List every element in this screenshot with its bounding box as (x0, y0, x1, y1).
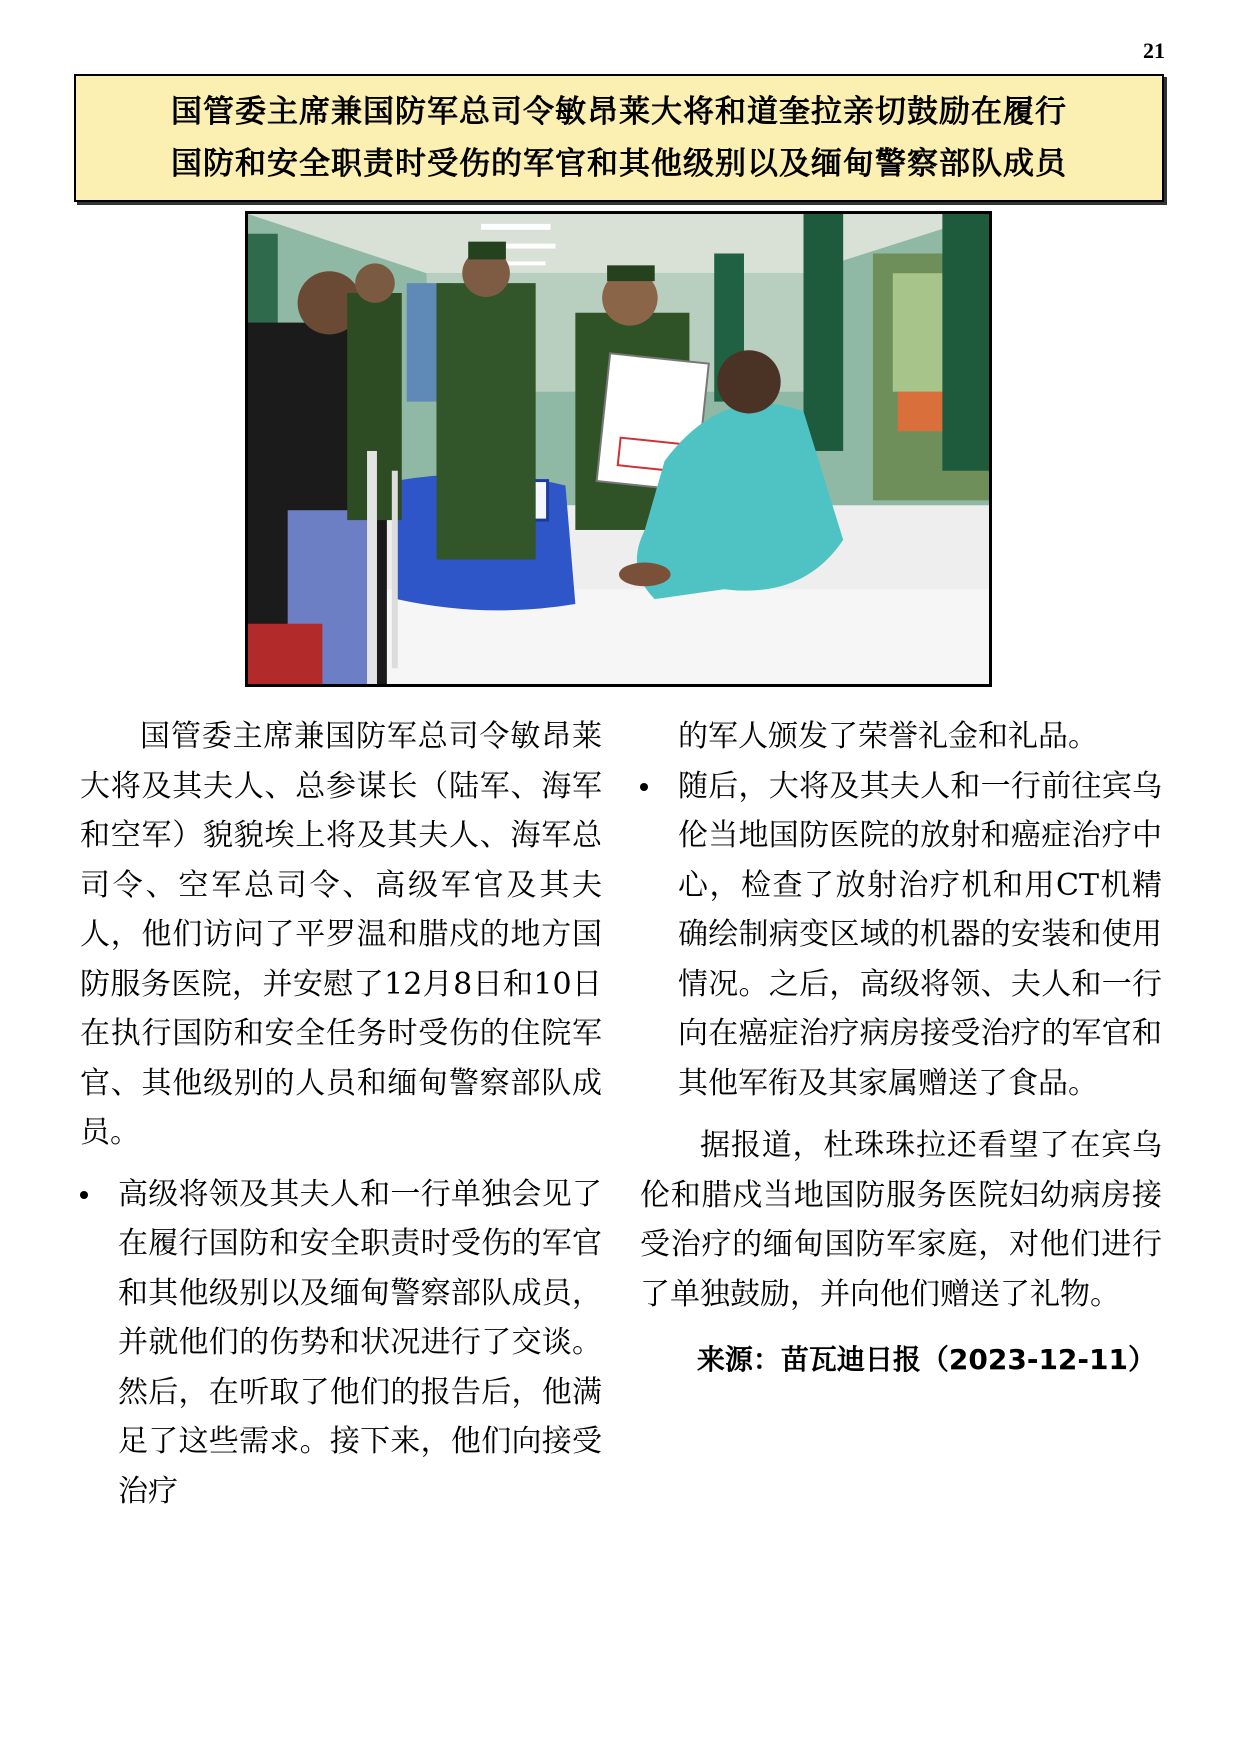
bullet-dot (80, 1191, 88, 1199)
article-right-column (640, 712, 1162, 1385)
news-photo (245, 211, 992, 687)
bullet-1-text-part-1: 高级将领及其夫人和一行单独会见了在履行国防和安全职责时受伤的军官和其他级别以及缅甸警察部队成员，并就他们的伤势和状况进行了交谈。然后，在听取了他们的报告后，他满足了这些需求。接下来，他们向接受治疗 (118, 1176, 602, 1509)
bullet-dot (640, 783, 648, 791)
closing-paragraph: 据报道，杜珠珠拉还看望了在宾乌伦和腊戍当地国防服务医院妇幼病房接受治疗的缅甸国防军家庭，对他们进行了单独鼓励，并向他们赠送了礼物。 (640, 1128, 1162, 1312)
headline-line-1: 国管委主席兼国防军总司令敏昂莱大将和道奎拉亲切鼓励在履行 (171, 94, 1067, 130)
bullet-2-text: 随后，大将及其夫人和一行前往宾乌伦当地国防医院的放射和癌症治疗中心，检查了放射治疗机和用CT机精确绘制病变区域的机器的安装和使用情况。之后，高级将领、夫人和一行向在癌症治疗病房接受治疗的军官和其他军衔及其家属赠送了食品。 (678, 768, 1162, 1101)
page-number: 21 (1143, 38, 1165, 63)
headline-box (74, 74, 1164, 202)
bullet-item-1 (80, 1170, 602, 1517)
hospital-visit-photo (248, 214, 989, 684)
intro-paragraph: 国管委主席兼国防军总司令敏昂莱大将及其夫人、总参谋长（陆军、海军和空军）貌貌埃上将及其夫人、海军总司令、空军总司令、高级军官及其夫人，他们访问了平罗温和腊戍的地方国防服务医院，并安慰了12月8日和10日在执行国防和安全任务时受伤的住院军官、其他级别的人员和缅甸警察部队成员。 (80, 719, 602, 1150)
bullet-1-text-part-2: 的军人颁发了荣誉礼金和礼品。 (678, 719, 1098, 754)
headline-line-2: 国防和安全职责时受伤的军官和其他级别以及缅甸警察部队成员 (171, 146, 1067, 182)
source-credit: 来源：苗瓦迪日报（2023-12-11） (696, 1343, 1156, 1376)
article-left-column (80, 712, 602, 1516)
bullet-item-1-continued (640, 712, 1162, 762)
bullet-item-2 (640, 762, 1162, 1109)
